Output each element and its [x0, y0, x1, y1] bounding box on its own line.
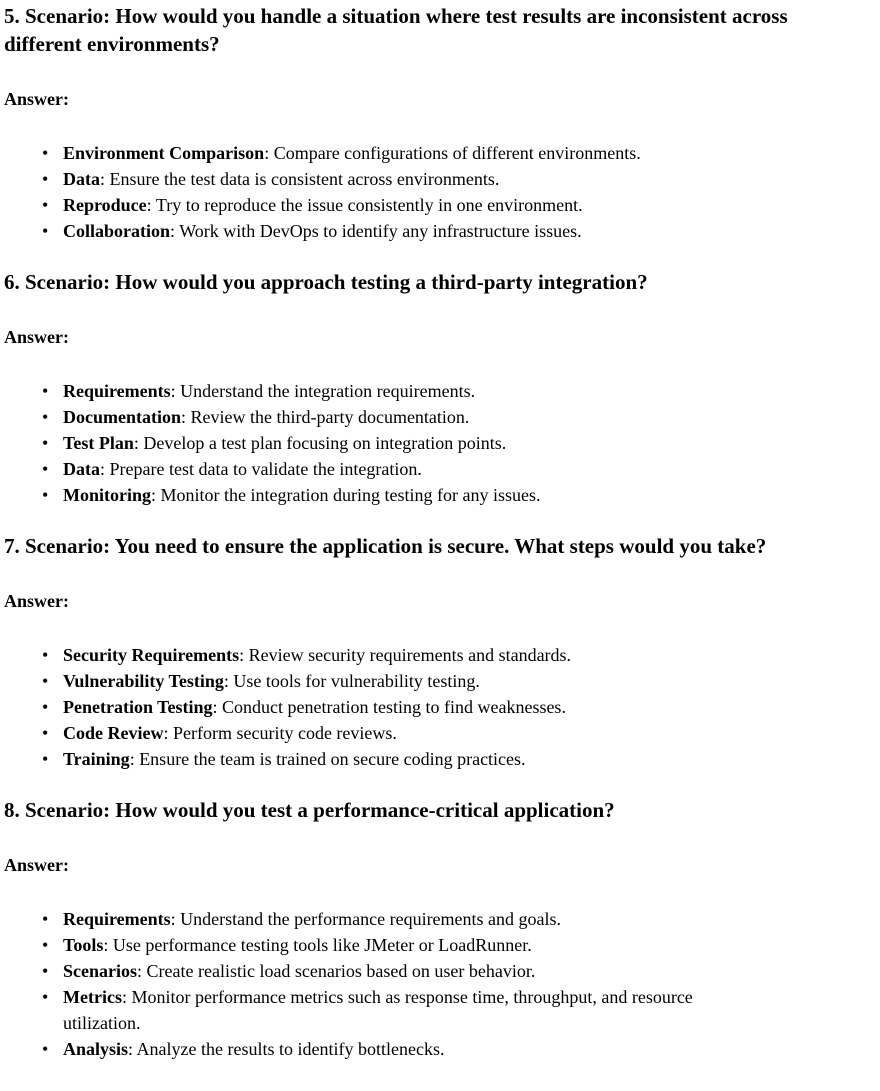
bullet-term: Security Requirements — [63, 645, 240, 665]
bullet-list — [4, 642, 766, 772]
answer-label: Answer: — [4, 327, 69, 347]
bullet-item — [4, 642, 766, 668]
bullet-term: Data — [63, 169, 100, 189]
bullet-item — [4, 404, 766, 430]
bullet-term: Requirements — [63, 909, 171, 929]
bullet-desc: : Conduct penetration testing to find weaknesses. — [212, 697, 566, 717]
bullet-desc: : Understand the performance requirements and goals. — [170, 909, 562, 929]
bullet-item — [4, 668, 766, 694]
bullet-item — [4, 694, 766, 720]
bullet-list — [4, 140, 766, 244]
bullet-item — [4, 166, 766, 192]
bullet-item — [4, 218, 766, 244]
question-heading: 7. Scenario: You need to ensure the application is secure. What steps would you take? — [4, 534, 767, 558]
bullet-item — [4, 140, 766, 166]
bullet-term: Analysis — [63, 1039, 129, 1059]
bullet-item — [4, 1036, 766, 1062]
bullet-desc: : Use performance testing tools like JMeter or LoadRunner. — [103, 935, 532, 955]
bullet-desc: : Analyze the results to identify bottlenecks. — [128, 1039, 445, 1059]
bullet-term: Test Plan — [63, 433, 134, 453]
bullet-term: Vulnerability Testing — [63, 671, 224, 691]
qa-section — [4, 2, 852, 244]
bullet-desc: : Review the third-party documentation. — [181, 407, 470, 427]
bullet-desc: : Use tools for vulnerability testing. — [223, 671, 480, 691]
answer-label: Answer: — [4, 89, 69, 109]
bullet-term: Data — [63, 459, 100, 479]
bullet-term: Environment Comparison — [63, 143, 265, 163]
bullet-item — [4, 456, 766, 482]
qa-section — [4, 532, 852, 772]
bullet-item — [4, 906, 766, 932]
bullet-item — [4, 958, 766, 984]
bullet-desc: : Prepare test data to validate the integration. — [100, 459, 422, 479]
bullet-desc: : Compare configurations of different environments. — [264, 143, 641, 163]
qa-section — [4, 268, 852, 508]
bullet-desc: : Understand the integration requirements. — [170, 381, 476, 401]
bullet-term: Reproduce — [63, 195, 147, 215]
bullet-term: Metrics — [63, 987, 122, 1007]
bullet-term: Training — [63, 749, 130, 769]
bullet-list — [4, 378, 766, 508]
bullet-term: Code Review — [63, 723, 164, 743]
bullet-desc: : Create realistic load scenarios based on user behavior. — [137, 961, 536, 981]
qa-section — [4, 796, 852, 1062]
bullet-term: Documentation — [63, 407, 181, 427]
bullet-desc: : Monitor performance metrics such as response time, throughput, and resource utilization. — [63, 987, 693, 1033]
bullet-desc: : Develop a test plan focusing on integration points. — [133, 433, 507, 453]
bullet-item — [4, 746, 766, 772]
bullet-item — [4, 482, 766, 508]
bullet-item — [4, 378, 766, 404]
bullet-term: Tools — [63, 935, 104, 955]
bullet-desc: : Monitor the integration during testing for any issues. — [151, 485, 541, 505]
bullet-term: Collaboration — [63, 221, 171, 241]
bullet-item — [4, 192, 766, 218]
bullet-desc: : Ensure the test data is consistent across environments. — [100, 169, 500, 189]
bullet-term: Scenarios — [63, 961, 137, 981]
bullet-desc: : Ensure the team is trained on secure coding practices. — [129, 749, 526, 769]
question-heading: 5. Scenario: How would you handle a situation where test results are inconsistent across different environments? — [4, 4, 788, 56]
bullet-item — [4, 932, 766, 958]
question-heading: 6. Scenario: How would you approach testing a third-party integration? — [4, 270, 648, 294]
bullet-list — [4, 906, 766, 1062]
bullet-term: Monitoring — [63, 485, 151, 505]
bullet-desc: : Perform security code reviews. — [163, 723, 397, 743]
answer-label: Answer: — [4, 591, 69, 611]
bullet-item — [4, 984, 766, 1036]
bullet-desc: : Try to reproduce the issue consistently in one environment. — [146, 195, 583, 215]
bullet-term: Requirements — [63, 381, 171, 401]
question-heading: 8. Scenario: How would you test a performance-critical application? — [4, 798, 615, 822]
bullet-item — [4, 720, 766, 746]
bullet-item — [4, 430, 766, 456]
bullet-term: Penetration Testing — [63, 697, 213, 717]
bullet-desc: : Review security requirements and standards. — [239, 645, 572, 665]
answer-label: Answer: — [4, 855, 69, 875]
bullet-desc: : Work with DevOps to identify any infrastructure issues. — [170, 221, 582, 241]
